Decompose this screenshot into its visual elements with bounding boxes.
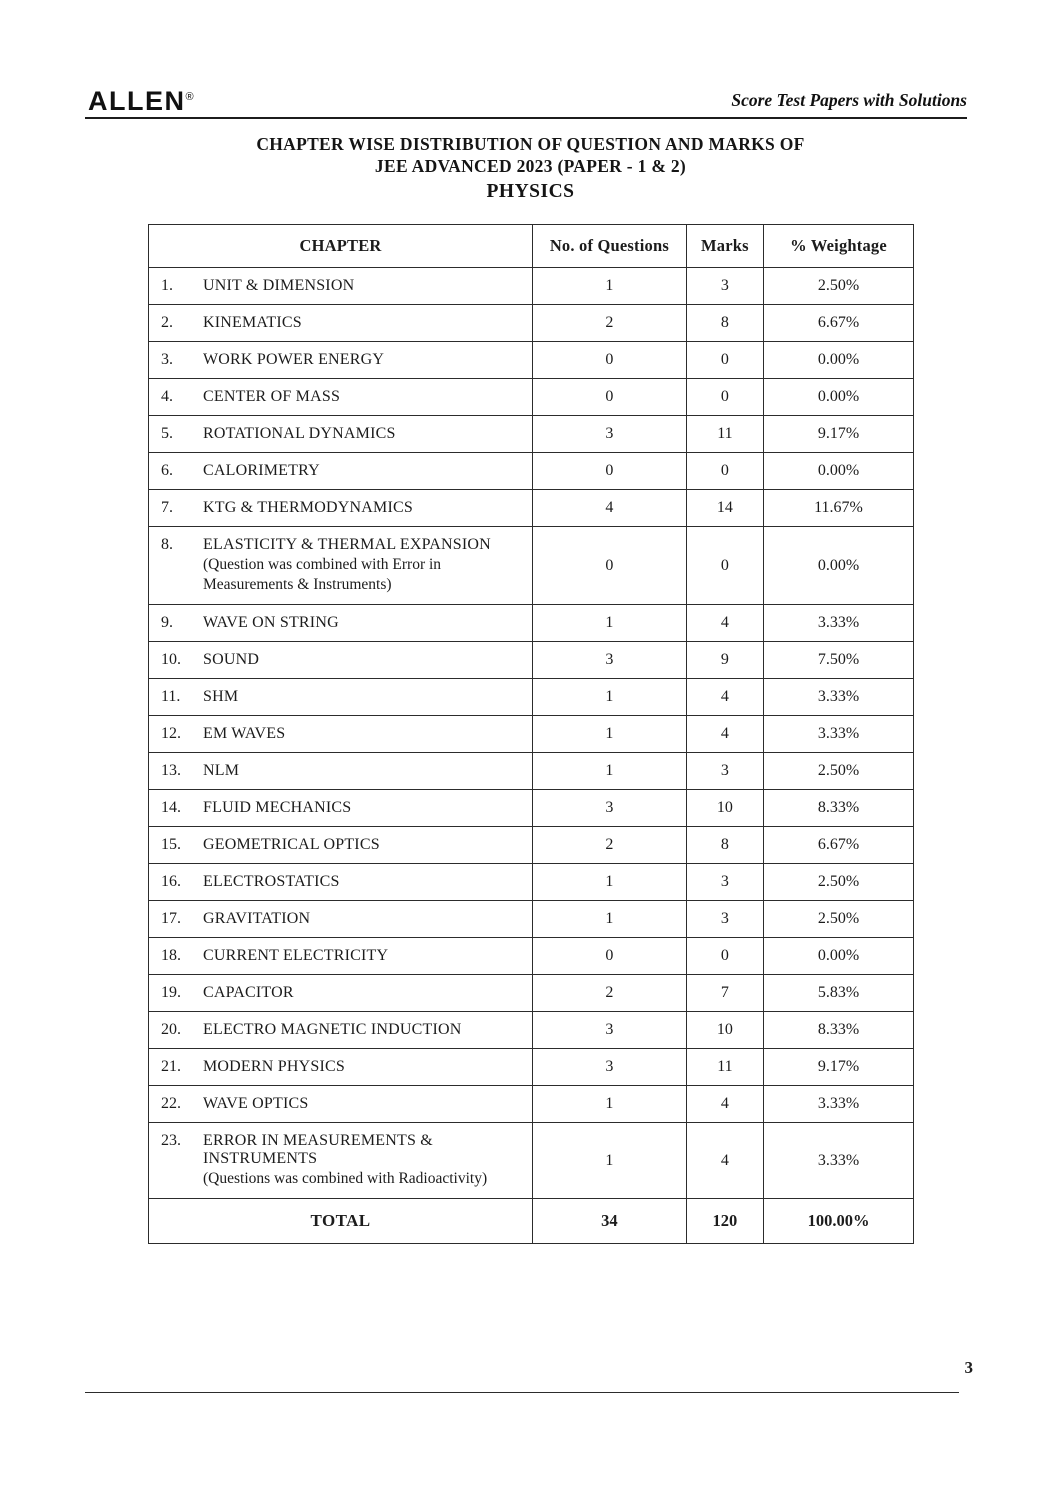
chapter-cell — [149, 268, 533, 305]
marks-cell: 3 — [686, 901, 763, 938]
marks-cell: 10 — [686, 1012, 763, 1049]
marks-cell: 8 — [686, 827, 763, 864]
chapter-cell — [149, 342, 533, 379]
registered-trademark-symbol: ® — [185, 91, 194, 103]
chapter-name: CENTER OF MASS — [203, 388, 341, 405]
row-number: 1. — [161, 277, 173, 294]
col-header-weightage: % Weightage — [764, 225, 914, 268]
marks-cell: 4 — [686, 1086, 763, 1123]
weightage-cell: 0.00% — [764, 379, 914, 416]
row-number: 4. — [161, 388, 173, 405]
allen-logo — [88, 86, 194, 117]
chapter-distribution-table — [148, 224, 914, 1244]
marks-cell: 11 — [686, 1049, 763, 1086]
chapter-name: CALORIMETRY — [203, 462, 320, 479]
col-header-marks: Marks — [686, 225, 763, 268]
marks-cell: 9 — [686, 642, 763, 679]
weightage-cell: 6.67% — [764, 305, 914, 342]
chapter-name: ELECTRO MAGNETIC INDUCTION — [203, 1021, 462, 1038]
row-number: 10. — [161, 651, 181, 668]
questions-cell: 3 — [533, 790, 687, 827]
questions-cell: 3 — [533, 642, 687, 679]
chapter-name: EM WAVES — [203, 725, 286, 742]
marks-cell: 0 — [686, 453, 763, 490]
marks-cell: 10 — [686, 790, 763, 827]
table-row — [149, 490, 914, 527]
questions-cell: 4 — [533, 490, 687, 527]
marks-cell: 4 — [686, 716, 763, 753]
chapter-cell — [149, 901, 533, 938]
title-block — [0, 133, 1061, 204]
page-number: 3 — [964, 1358, 973, 1377]
row-number: 23. — [161, 1132, 181, 1149]
chapter-cell — [149, 416, 533, 453]
title-line-2: JEE ADVANCED 2023 (PAPER - 1 & 2) — [374, 156, 687, 176]
weightage-cell: 6.67% — [764, 827, 914, 864]
table-row — [149, 642, 914, 679]
questions-cell: 2 — [533, 975, 687, 1012]
chapter-cell — [149, 716, 533, 753]
row-number: 2. — [161, 314, 173, 331]
weightage-cell: 3.33% — [764, 605, 914, 642]
weightage-cell: 5.83% — [764, 975, 914, 1012]
chapter-cell — [149, 1049, 533, 1086]
chapter-cell — [149, 864, 533, 901]
title-subject: PHYSICS — [486, 181, 575, 202]
table-row — [149, 416, 914, 453]
chapter-name: KTG & THERMODYNAMICS — [203, 499, 413, 516]
chapter-name: GRAVITATION — [203, 910, 311, 927]
footer-divider — [85, 1392, 959, 1393]
marks-cell: 3 — [686, 268, 763, 305]
allen-logo-text: ALLEN — [88, 86, 186, 116]
row-number: 14. — [161, 799, 181, 816]
chapter-name: KINEMATICS — [203, 314, 302, 331]
chapter-name: ELECTROSTATICS — [203, 873, 340, 890]
weightage-cell: 3.33% — [764, 1123, 914, 1199]
weightage-cell: 9.17% — [764, 1049, 914, 1086]
questions-cell: 3 — [533, 416, 687, 453]
table-row — [149, 790, 914, 827]
table-row — [149, 753, 914, 790]
chapter-name: CURRENT ELECTRICITY — [203, 947, 389, 964]
chapter-name: WAVE ON STRING — [203, 614, 339, 631]
table-header-row — [149, 225, 914, 268]
table-row — [149, 716, 914, 753]
questions-cell: 2 — [533, 827, 687, 864]
questions-cell: 2 — [533, 305, 687, 342]
table-row — [149, 901, 914, 938]
row-number: 7. — [161, 499, 173, 516]
total-marks: 120 — [686, 1199, 763, 1244]
table-row — [149, 379, 914, 416]
chapter-note: (Question was combined with Error in Measurements & Instruments) — [203, 556, 442, 593]
row-number: 17. — [161, 910, 181, 927]
weightage-cell: 2.50% — [764, 268, 914, 305]
chapter-name: GEOMETRICAL OPTICS — [203, 836, 380, 853]
table-row — [149, 679, 914, 716]
chapter-cell — [149, 453, 533, 490]
row-number: 16. — [161, 873, 181, 890]
weightage-cell: 11.67% — [764, 490, 914, 527]
table-row — [149, 605, 914, 642]
row-number: 15. — [161, 836, 181, 853]
chapter-note: (Questions was combined with Radioactivity) — [203, 1170, 488, 1187]
row-number: 6. — [161, 462, 173, 479]
total-label: TOTAL — [149, 1199, 533, 1244]
row-number: 8. — [161, 536, 173, 553]
chapter-cell — [149, 642, 533, 679]
questions-cell: 1 — [533, 901, 687, 938]
weightage-cell: 8.33% — [764, 790, 914, 827]
table-row — [149, 1123, 914, 1199]
chapter-cell — [149, 379, 533, 416]
distribution-table-wrapper — [148, 224, 914, 1244]
weightage-cell: 0.00% — [764, 938, 914, 975]
table-row — [149, 268, 914, 305]
marks-cell: 0 — [686, 938, 763, 975]
table-row — [149, 1012, 914, 1049]
marks-cell: 4 — [686, 679, 763, 716]
weightage-cell: 2.50% — [764, 753, 914, 790]
row-number: 5. — [161, 425, 173, 442]
chapter-name: ELASTICITY & THERMAL EXPANSION — [203, 536, 491, 553]
weightage-cell: 0.00% — [764, 453, 914, 490]
questions-cell: 1 — [533, 268, 687, 305]
questions-cell: 0 — [533, 938, 687, 975]
questions-cell: 0 — [533, 342, 687, 379]
questions-cell: 3 — [533, 1012, 687, 1049]
marks-cell: 14 — [686, 490, 763, 527]
row-number: 13. — [161, 762, 181, 779]
marks-cell: 0 — [686, 342, 763, 379]
questions-cell: 1 — [533, 605, 687, 642]
chapter-name: UNIT & DIMENSION — [203, 277, 355, 294]
chapter-name: FLUID MECHANICS — [203, 799, 352, 816]
chapter-name: ROTATIONAL DYNAMICS — [203, 425, 396, 442]
row-number: 11. — [161, 688, 181, 705]
chapter-name: MODERN PHYSICS — [203, 1058, 345, 1075]
table-row — [149, 453, 914, 490]
questions-cell: 1 — [533, 1086, 687, 1123]
chapter-name: CAPACITOR — [203, 984, 294, 1001]
marks-cell: 11 — [686, 416, 763, 453]
weightage-cell: 3.33% — [764, 679, 914, 716]
questions-cell: 1 — [533, 679, 687, 716]
chapter-name: SOUND — [203, 651, 260, 668]
chapter-cell — [149, 938, 533, 975]
table-row — [149, 342, 914, 379]
chapter-name: WAVE OPTICS — [203, 1095, 309, 1112]
row-number: 22. — [161, 1095, 181, 1112]
weightage-cell: 3.33% — [764, 716, 914, 753]
weightage-cell: 9.17% — [764, 416, 914, 453]
chapter-name: WORK POWER ENERGY — [203, 351, 385, 368]
chapter-cell — [149, 827, 533, 864]
marks-cell: 3 — [686, 864, 763, 901]
marks-cell: 3 — [686, 753, 763, 790]
table-row — [149, 527, 914, 605]
chapter-cell — [149, 1086, 533, 1123]
title-line-1: CHAPTER WISE DISTRIBUTION OF QUESTION AND MARKS OF — [256, 134, 805, 154]
questions-cell: 1 — [533, 753, 687, 790]
weightage-cell: 2.50% — [764, 901, 914, 938]
chapter-name: SHM — [203, 688, 239, 705]
total-row — [149, 1199, 914, 1244]
weightage-cell: 2.50% — [764, 864, 914, 901]
table-row — [149, 1049, 914, 1086]
chapter-cell — [149, 753, 533, 790]
table-row — [149, 305, 914, 342]
questions-cell: 1 — [533, 864, 687, 901]
weightage-cell: 0.00% — [764, 342, 914, 379]
table-row — [149, 864, 914, 901]
questions-cell: 0 — [533, 453, 687, 490]
chapter-cell — [149, 1012, 533, 1049]
chapter-cell — [149, 527, 533, 605]
chapter-cell — [149, 305, 533, 342]
row-number: 21. — [161, 1058, 181, 1075]
weightage-cell: 8.33% — [764, 1012, 914, 1049]
weightage-cell: 0.00% — [764, 527, 914, 605]
chapter-cell — [149, 490, 533, 527]
chapter-cell — [149, 790, 533, 827]
col-header-questions: No. of Questions — [533, 225, 687, 268]
chapter-name: NLM — [203, 762, 240, 779]
chapter-name: ERROR IN MEASUREMENTS & INSTRUMENTS — [203, 1132, 433, 1167]
header-divider — [85, 117, 967, 119]
weightage-cell: 7.50% — [764, 642, 914, 679]
marks-cell: 4 — [686, 605, 763, 642]
questions-cell: 3 — [533, 1049, 687, 1086]
row-number: 9. — [161, 614, 173, 631]
marks-cell: 7 — [686, 975, 763, 1012]
marks-cell: 0 — [686, 379, 763, 416]
total-weightage: 100.00% — [764, 1199, 914, 1244]
chapter-cell — [149, 679, 533, 716]
row-number: 12. — [161, 725, 181, 742]
table-row — [149, 975, 914, 1012]
questions-cell: 1 — [533, 716, 687, 753]
row-number: 20. — [161, 1021, 181, 1038]
row-number: 3. — [161, 351, 173, 368]
marks-cell: 8 — [686, 305, 763, 342]
header-tagline: Score Test Papers with Solutions — [731, 90, 967, 110]
questions-cell: 1 — [533, 1123, 687, 1199]
total-questions: 34 — [533, 1199, 687, 1244]
weightage-cell: 3.33% — [764, 1086, 914, 1123]
table-row — [149, 938, 914, 975]
col-header-chapter: CHAPTER — [149, 225, 533, 268]
questions-cell: 0 — [533, 527, 687, 605]
table-row — [149, 827, 914, 864]
table-row — [149, 1086, 914, 1123]
row-number: 18. — [161, 947, 181, 964]
chapter-cell — [149, 605, 533, 642]
chapter-cell — [149, 1123, 533, 1199]
row-number: 19. — [161, 984, 181, 1001]
questions-cell: 0 — [533, 379, 687, 416]
marks-cell: 0 — [686, 527, 763, 605]
marks-cell: 4 — [686, 1123, 763, 1199]
chapter-cell — [149, 975, 533, 1012]
